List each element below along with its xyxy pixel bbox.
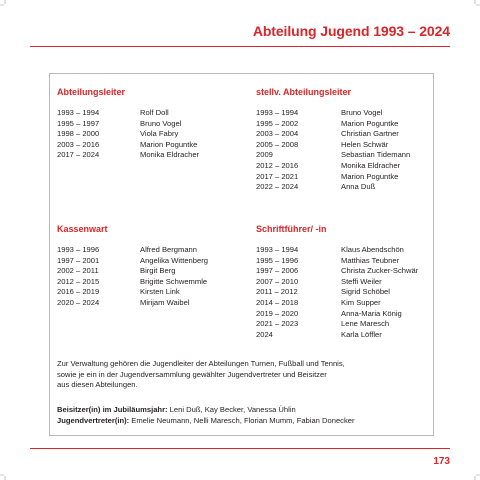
- entry-row: [256, 150, 410, 161]
- entry-row: [57, 119, 199, 130]
- entry-name: Angelika Wittenberg: [140, 255, 208, 265]
- section-heading: stellv. Abteilungsleiter: [256, 87, 352, 97]
- entry-years: 1993 – 1996: [57, 245, 100, 254]
- entry-row: [256, 245, 418, 256]
- entry-row: [57, 129, 199, 140]
- page-title: Abteilung Jugend 1993 – 2024: [252, 23, 450, 39]
- entry-name: Kirsten Link: [140, 287, 180, 297]
- crop-mark-top-right: [474, 0, 480, 6]
- entry-row: [256, 319, 418, 330]
- entry-years: 1995 – 1996: [256, 255, 299, 265]
- entry-row: [57, 287, 208, 298]
- entry-years: 2003 – 2016: [57, 139, 100, 149]
- beisitzer-label: Beisitzer(in) im Jubiläumsjahr:: [57, 405, 168, 414]
- section-heading: Schriftführer/ -in: [256, 224, 327, 234]
- entry-name: Kim Supper: [341, 297, 381, 307]
- entry-name: Sigrid Schöbel: [341, 287, 390, 297]
- entry-list: [57, 108, 199, 161]
- crop-mark-bottom-right: [474, 474, 480, 480]
- entry-name: Bruno Vogel: [140, 118, 182, 128]
- entry-years: 2003 – 2004: [256, 129, 299, 139]
- note-line: aus diesen Abteilungen.: [57, 380, 138, 390]
- entry-name: Rolf Doll: [140, 108, 169, 117]
- entry-row: [256, 277, 418, 288]
- entry-years: 1993 – 1994: [57, 108, 100, 117]
- entry-years: 2017 – 2024: [57, 150, 100, 160]
- entry-name: Klaus Abendschön: [341, 245, 404, 254]
- entry-years: 2002 – 2011: [57, 266, 99, 276]
- entry-row: [57, 140, 199, 151]
- beisitzer-names: Leni Duß, Kay Becker, Vanessa Ühlin: [167, 405, 296, 414]
- entry-name: Christian Gartner: [341, 129, 399, 139]
- entry-years: 2012 – 2015: [57, 276, 100, 286]
- entry-name: Matthias Teubner: [341, 255, 400, 265]
- entry-years: 2012 – 2016: [256, 160, 299, 170]
- entry-years: 2005 – 2008: [256, 139, 299, 149]
- entry-name: Brigitte Schwemmle: [140, 276, 208, 286]
- administration-note: [57, 359, 437, 391]
- entry-list: [256, 245, 418, 340]
- entry-row: [57, 266, 208, 277]
- jugendvertreter-names: Emelie Neumann, Nelli Maresch, Florian Mumm, Fabian Donecker: [129, 415, 355, 425]
- entry-name: Marion Poguntke: [341, 118, 399, 128]
- section-schriftfuehrer: [256, 224, 418, 340]
- entry-row: [256, 330, 418, 341]
- crop-mark-bottom-left: [0, 474, 6, 480]
- entry-years: 2007 – 2010: [256, 276, 299, 286]
- entry-row: [256, 161, 410, 172]
- entry-years: 2016 – 2019: [57, 287, 100, 297]
- entry-name: Helen Schwär: [341, 139, 389, 149]
- entry-list: [256, 108, 410, 193]
- entry-row: [57, 108, 199, 119]
- crop-mark-top-left: [0, 0, 6, 6]
- entry-years: 2017 – 2021: [256, 171, 299, 181]
- entry-name: Marion Poguntke: [140, 139, 198, 149]
- entry-row: [57, 277, 208, 288]
- section-stellv-abteilungsleiter: [256, 87, 410, 193]
- beisitzer-line: [57, 405, 437, 416]
- entry-row: [256, 266, 418, 277]
- entry-row: [57, 245, 208, 256]
- jugendvertreter-label: Jugendvertreter(in):: [57, 415, 130, 425]
- entry-row: [57, 256, 208, 267]
- entry-name: Birgit Berg: [140, 266, 176, 276]
- entry-row: [256, 309, 418, 320]
- entry-years: 1998 – 2000: [57, 129, 100, 139]
- entry-row: [256, 287, 418, 298]
- entry-name: Bruno Vogel: [341, 108, 383, 117]
- entry-name: Anna Duß: [341, 182, 376, 192]
- entry-years: 1993 – 1994: [256, 108, 299, 117]
- entry-row: [256, 108, 410, 119]
- entry-years: 2022 – 2024: [256, 182, 299, 192]
- entry-years: 2024: [256, 329, 273, 339]
- entry-name: Lene Maresch: [341, 319, 390, 329]
- entry-row: [256, 256, 418, 267]
- entry-years: 2021 – 2023: [256, 319, 299, 329]
- section-heading: Abteilungsleiter: [57, 87, 126, 97]
- entry-row: [256, 172, 410, 183]
- footer-rule: [30, 448, 450, 449]
- section-heading: Kassenwart: [57, 224, 108, 234]
- entry-name: Marion Poguntke: [341, 171, 399, 181]
- entry-row: [57, 150, 199, 161]
- entry-years: 1993 – 1994: [256, 245, 299, 254]
- page-number: 173: [433, 456, 450, 467]
- entry-name: Anna-Maria König: [341, 308, 402, 318]
- entry-name: Karla Löffler: [341, 329, 382, 339]
- entry-name: Steffi Weiler: [341, 276, 382, 286]
- note-line: Zur Verwaltung gehören die Jugendleiter der Abteilungen Turnen, Fußball und Tennis,: [57, 359, 345, 368]
- entry-name: Mirijam Waibel: [140, 297, 190, 307]
- entry-row: [256, 119, 410, 130]
- entry-name: Christa Zucker-Schwär: [341, 266, 419, 276]
- entry-row: [256, 140, 410, 151]
- section-abteilungsleiter: [57, 87, 199, 161]
- entry-name: Alfred Bergmann: [140, 245, 197, 254]
- entry-years: 1997 – 2001: [57, 255, 100, 265]
- entry-years: 2019 – 2020: [256, 308, 299, 318]
- entry-years: 2014 – 2018: [256, 297, 299, 307]
- entry-years: 1995 – 2002: [256, 118, 299, 128]
- entry-row: [256, 298, 418, 309]
- entry-years: 2009: [256, 150, 273, 160]
- entry-name: Monika Eldracher: [140, 150, 200, 160]
- entry-name: Viola Fabry: [140, 129, 179, 139]
- note-line: sowie je ein in der Jugendversammlung gewählter Jugendvertreter und Beisitzer: [57, 369, 327, 379]
- entry-name: Monika Eldracher: [341, 160, 401, 170]
- entry-years: 1995 – 1997: [57, 118, 100, 128]
- entry-years: 2020 – 2024: [57, 297, 100, 307]
- entry-row: [256, 182, 410, 193]
- entry-years: 1997 – 2006: [256, 266, 299, 276]
- entry-row: [256, 129, 410, 140]
- jugendvertreter-line: [57, 416, 437, 427]
- title-rule: [30, 46, 450, 47]
- entry-row: [57, 298, 208, 309]
- entry-years: 2011 – 2012: [256, 287, 298, 297]
- entry-list: [57, 245, 208, 309]
- members-block: [57, 405, 437, 426]
- entry-name: Sebastian Tidemann: [341, 150, 411, 160]
- section-kassenwart: [57, 224, 208, 309]
